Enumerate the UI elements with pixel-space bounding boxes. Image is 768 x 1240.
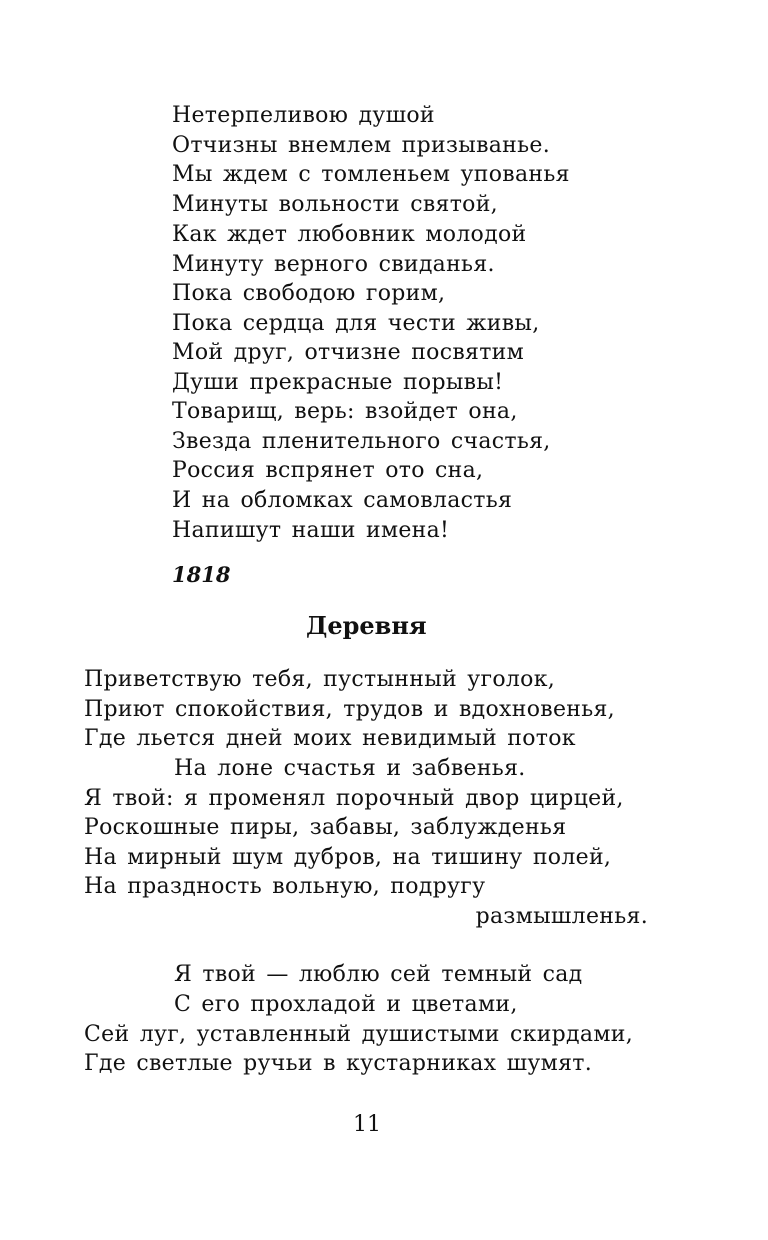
poem-line: Товарищ, верь: взойдет она, bbox=[172, 399, 518, 424]
poem-year: 1818 bbox=[172, 562, 231, 587]
poem-line: размышленья. bbox=[475, 904, 648, 929]
poem-line: Приветствую тебя, пустынный уголок, bbox=[84, 667, 556, 692]
poem-line: Где светлые ручьи в кустарниках шумят. bbox=[84, 1051, 593, 1076]
poem-line: Звезда пленительного счастья, bbox=[172, 429, 551, 454]
poem-line: Где льется дней моих невидимый поток bbox=[84, 726, 576, 751]
poem-line: Сей луг, уставленный душистыми скирдами, bbox=[84, 1022, 633, 1047]
poem-line: Как ждет любовник молодой bbox=[172, 222, 527, 247]
page-number: 11 bbox=[353, 1112, 381, 1137]
poem-line: Отчизны внемлем призыванье. bbox=[172, 133, 551, 158]
poem-line: С его прохладой и цветами, bbox=[174, 992, 518, 1017]
poem-line: Пока сердца для чести живы, bbox=[172, 311, 540, 336]
poem-line: Минуты вольности святой, bbox=[172, 192, 498, 217]
poem-line: Роскошные пиры, забавы, заблужденья bbox=[84, 815, 567, 840]
poem-line: Мой друг, отчизне посвятим bbox=[172, 340, 525, 365]
poem-title: Деревня bbox=[306, 611, 427, 640]
poem-line: И на обломках самовластья bbox=[172, 488, 513, 513]
poem-line: На мирный шум дубров, на тишину полей, bbox=[84, 845, 612, 870]
poem-line: Напишут наши имена! bbox=[172, 518, 450, 543]
poem-line: Россия вспрянет ото сна, bbox=[172, 458, 484, 483]
poem-line: Мы ждем с томленьем упованья bbox=[172, 162, 570, 187]
poem-line: Души прекрасные порывы! bbox=[172, 370, 504, 395]
poem-line: Приют спокойствия, трудов и вдохновенья, bbox=[84, 697, 615, 722]
poem-line: Нетерпеливою душой bbox=[172, 103, 435, 128]
poem-line: На лоне счастья и забвенья. bbox=[174, 756, 526, 781]
poem-line: На праздность вольную, подругу bbox=[84, 874, 486, 899]
poem-line: Я твой — люблю сей темный сад bbox=[174, 962, 583, 987]
poem-line: Пока свободою горим, bbox=[172, 281, 446, 306]
poem-line: Минуту верного свиданья. bbox=[172, 252, 495, 277]
poem-line: Я твой: я променял порочный двор цирцей, bbox=[84, 786, 624, 811]
